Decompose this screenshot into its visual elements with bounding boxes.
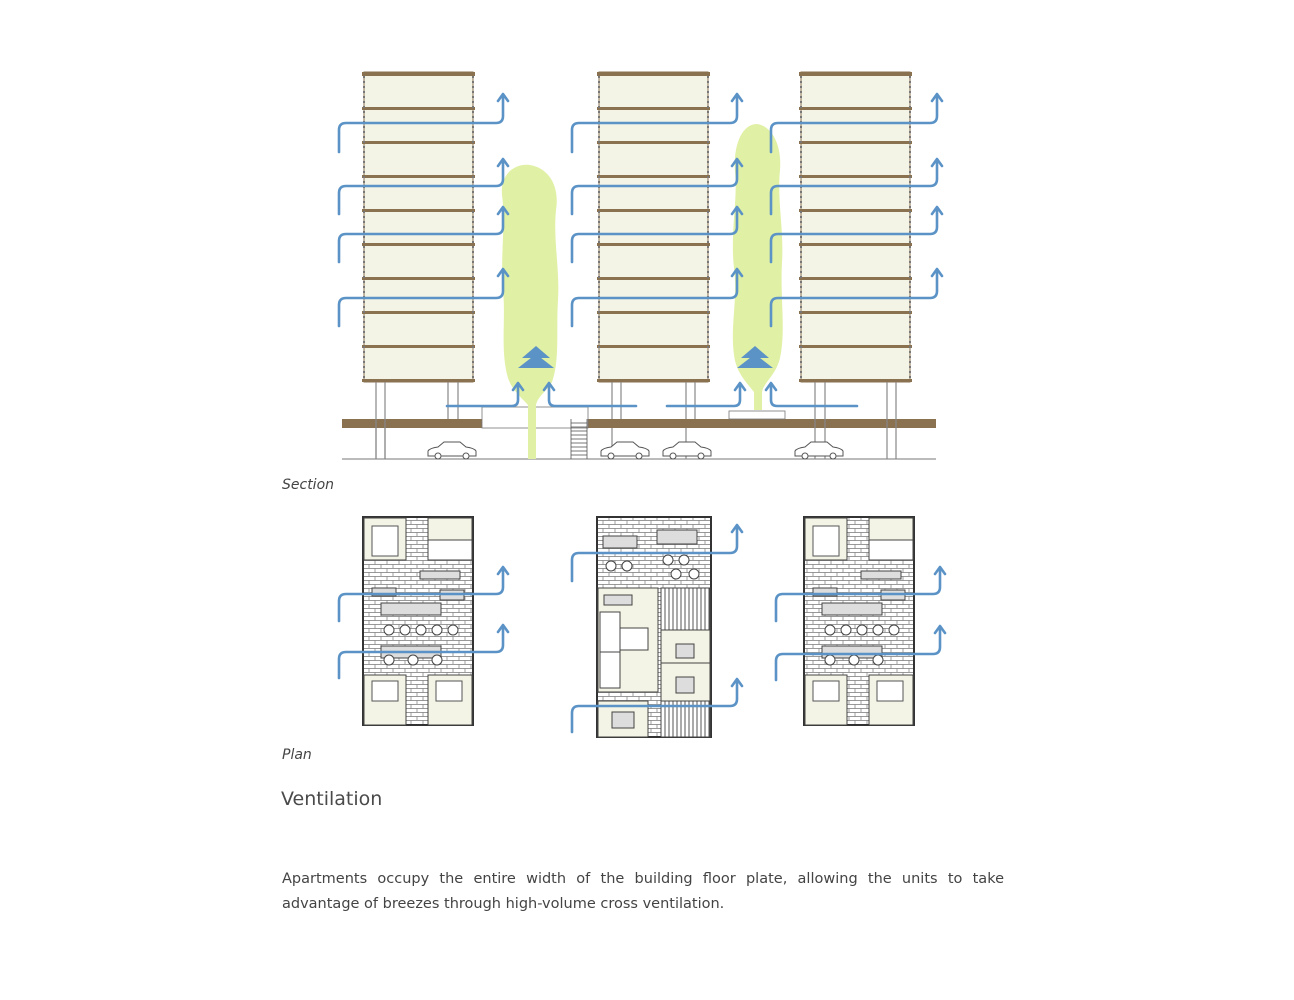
building-section-right: [799, 72, 912, 459]
podium-slab: [342, 419, 936, 428]
car-icon: [601, 442, 649, 459]
body-paragraph: Apartments occupy the entire width of the building floor plate, allowing the units to take advantage of breezes through high-volume cross ventilation.: [282, 871, 1004, 912]
ventilation-arrow-icon: [544, 383, 636, 406]
plan-drawing: [339, 517, 945, 737]
car-icon: [428, 442, 476, 459]
podium-block: [729, 411, 785, 419]
car-icon: [795, 442, 843, 459]
plan-left: [363, 517, 473, 725]
building-section-middle: [597, 72, 710, 459]
page-title: Ventilation: [281, 788, 383, 810]
plan-caption: Plan: [282, 747, 312, 763]
ventilation-arrow-icon: [766, 383, 857, 406]
section-caption: Section: [282, 477, 335, 493]
car-icon: [663, 442, 711, 459]
building-section-left: [362, 72, 475, 459]
plan-right: [804, 517, 914, 725]
section-drawing: [339, 72, 942, 459]
plan-middle: [597, 517, 711, 737]
ventilation-arrow-icon: [667, 383, 745, 406]
